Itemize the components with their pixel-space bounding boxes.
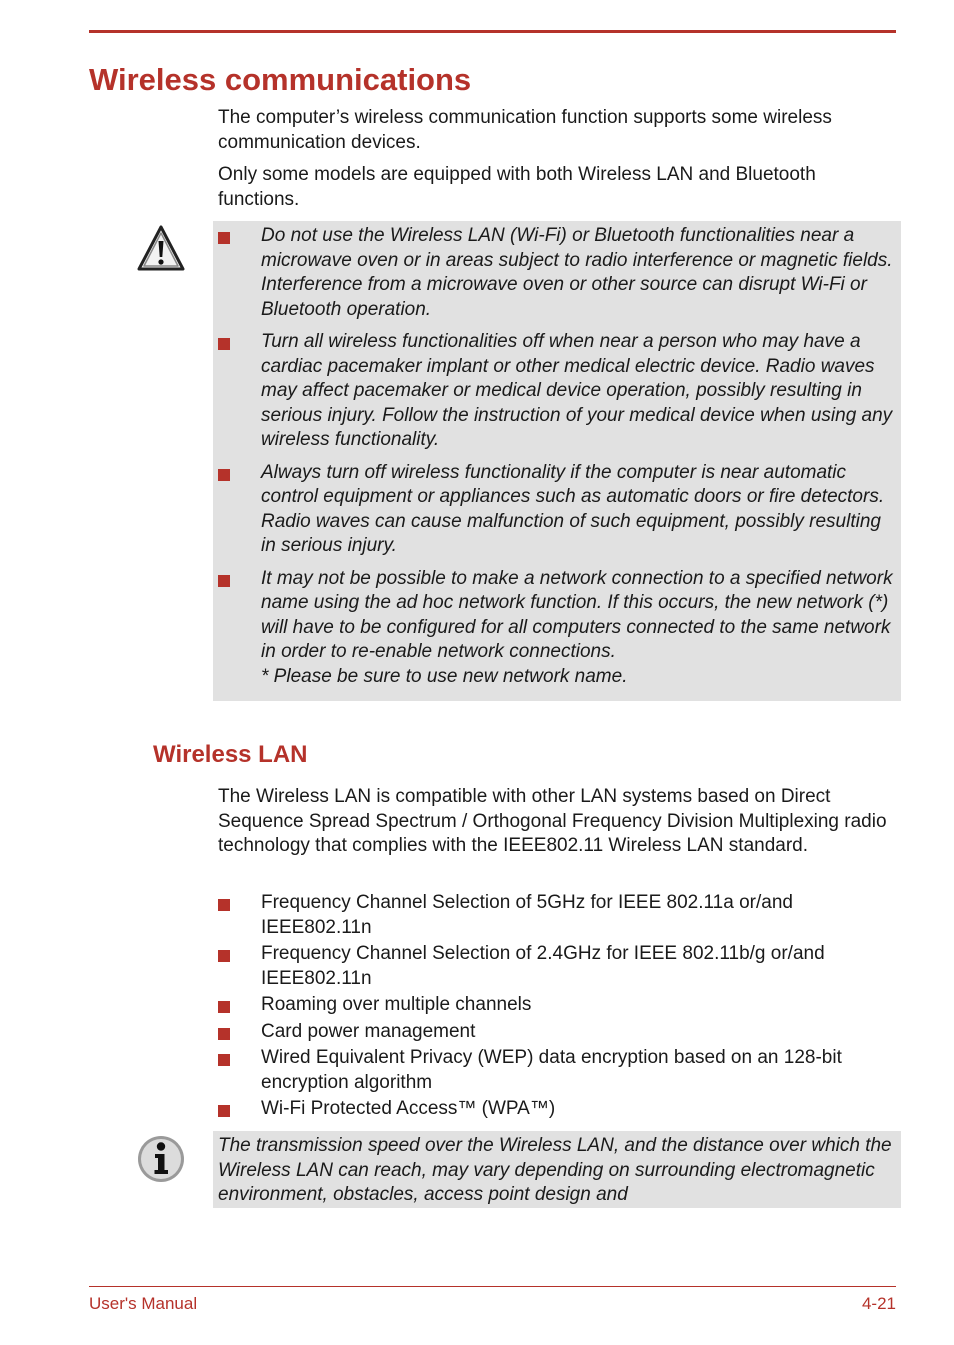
feature-list: [218, 891, 898, 1124]
feature-item-text: Roaming over multiple channels: [261, 994, 532, 1015]
feature-item-text: Wired Equivalent Privacy (WEP) data encryption based on an 128-bit encryption algorithm: [261, 1047, 842, 1093]
list-item: [218, 942, 898, 991]
list-item: [218, 1020, 898, 1045]
warning-item: [218, 461, 898, 559]
warning-item: [218, 224, 898, 322]
warning-triangle-icon: [136, 224, 186, 274]
feature-item-text: Wi-Fi Protected Access™ (WPA™): [261, 1098, 556, 1119]
footer-rule: [89, 1286, 896, 1287]
header-rule: [89, 30, 896, 33]
warning-list: [218, 224, 898, 697]
bullet-square-icon: [218, 1028, 230, 1040]
list-item: [218, 1097, 898, 1122]
bullet-square-icon: [218, 1001, 230, 1013]
note-text: The transmission speed over the Wireless LAN, and the distance over which the Wireless LAN can reach, may vary depending on surrounding electromagnetic environment, obstacles, access point design and: [218, 1135, 892, 1205]
warning-item: [218, 567, 898, 690]
bullet-square-icon: [218, 575, 230, 587]
section-heading-wireless-lan: Wireless LAN: [153, 741, 308, 768]
bullet-square-icon: [218, 1054, 230, 1066]
warning-footnote: * Please be sure to use new network name.: [261, 665, 628, 687]
warning-item-text: Do not use the Wireless LAN (Wi-Fi) or Bluetooth functionalities near a microwave oven or in areas subject to radio interference or magnetic fields. Interference from a microwave oven or other source can disrupt Wi-Fi or Bluetooth operation.: [261, 225, 893, 320]
intro-paragraph-2: Only some models are equipped with both Wireless LAN and Bluetooth functions.: [218, 164, 816, 210]
list-item: [218, 891, 898, 940]
bullet-square-icon: [218, 338, 230, 350]
bullet-square-icon: [218, 1105, 230, 1117]
info-icon: [136, 1134, 186, 1184]
feature-item-text: Frequency Channel Selection of 2.4GHz for IEEE 802.11b/g or/and IEEE802.11n: [261, 943, 825, 989]
warning-item: [218, 330, 898, 453]
list-item: [218, 993, 898, 1018]
wlan-intro-paragraph: The Wireless LAN is compatible with other LAN systems based on Direct Sequence Spread Spectrum / Orthogonal Frequency Division Multiplexing radio technology that complies with the IEEE802.11 Wireless LAN standard.: [218, 786, 887, 856]
feature-item-text: Card power management: [261, 1020, 476, 1042]
bullet-square-icon: [218, 899, 230, 911]
intro-paragraph-1: The computer’s wireless communication function supports some wireless communication devices.: [218, 107, 832, 153]
bullet-square-icon: [218, 469, 230, 481]
warning-item-text: It may not be possible to make a network connection to a specified network name using the ad hoc network function. If this occurs, the new network (*) will have to be configured for all computers connected to the same network in order to re-enable network connections.: [261, 567, 893, 662]
bullet-square-icon: [218, 232, 230, 244]
page-title: Wireless communications: [89, 62, 472, 97]
footer-manual-label: User's Manual: [89, 1294, 198, 1313]
bullet-square-icon: [218, 950, 230, 962]
feature-item-text: Frequency Channel Selection of 5GHz for IEEE 802.11a or/and IEEE802.11n: [261, 892, 793, 938]
page-number: 4-21: [861, 1294, 896, 1313]
warning-item-text: Turn all wireless functionalities off when near a person who may have a cardiac pacemaker implant or other medical electric device. Radio waves may affect pacemaker or medical device operation, possibly resulting in serious injury. Follow the instruction of your medical device when using any wireless functionality.: [261, 331, 893, 450]
list-item: [218, 1046, 898, 1095]
warning-item-text: Always turn off wireless functionality if the computer is near automatic control equipment or appliances such as automatic doors or fire detectors. Radio waves can cause malfunction of such equipment, possibly resulting in serious injury.: [261, 461, 885, 556]
